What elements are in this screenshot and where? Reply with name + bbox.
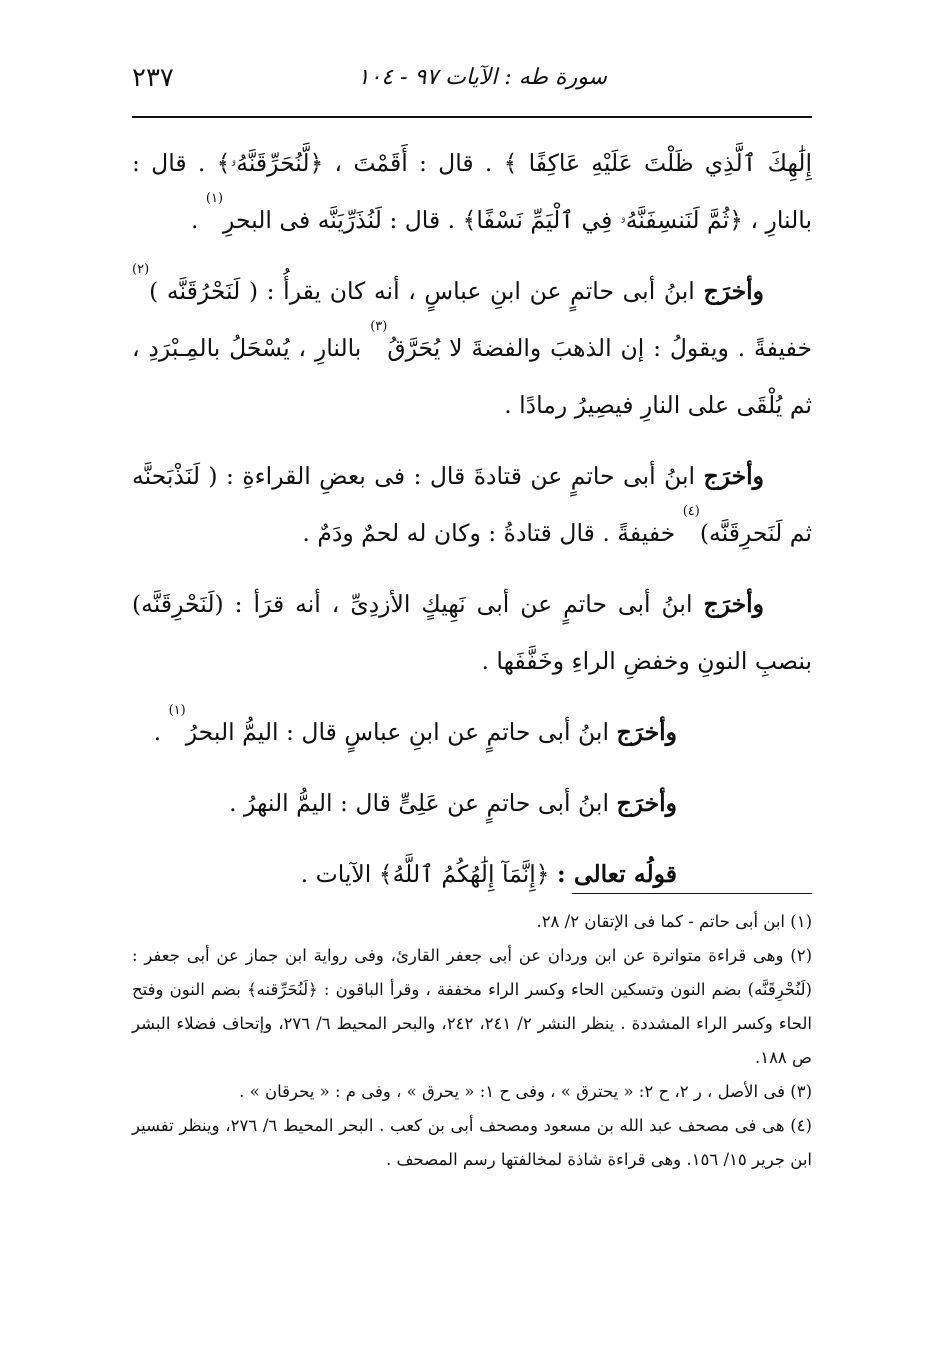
- footnote-ref: (١): [168, 703, 186, 718]
- paragraph-6: وأخرَج ابنُ أبى حاتمٍ عن عَلِىٍّ قال : اليمُّ النهرُ .: [229, 789, 677, 817]
- lead-word: وأخرَج: [703, 277, 764, 305]
- paragraph-3: وأخرَج ابنُ أبى حاتمٍ عن قتادةَ قال : فى بعضِ القراءةِ : ( لَنَذْبَحنَّه ثم لَنَحرِقَنَّه)$^{(٤)}$ خفيفةً . قال قتادةُ : وكان له لحمٌ ودَمٌ .: [132, 462, 812, 547]
- page-header: [132, 58, 812, 106]
- paragraph-5: وأخرَج ابنُ أبى حاتمٍ عن ابنِ عباسٍ قال : اليمُّ البحرُ$^{(١)}$ .: [153, 703, 677, 746]
- paragraph-4: وأخرَج ابنُ أبى حاتمٍ عن أبى نَهِيكٍ الأزدِىِّ ، أنه قرَأ : (لَنَحْرِقَنَّه) بنصبِ النونِ وخفضِ الراءِ وخَفَّفَها .: [132, 590, 812, 675]
- footnote-ref: (٢): [132, 262, 150, 277]
- lead-word: وأخرَج: [703, 462, 764, 490]
- paragraph-1: إِلَٰهِكَ ٱلَّذِي ظَلْتَ عَلَيْهِ عَاكِفًا ﴾ . قال : أَقَمْتَ ، ﴿لَّنُحَرِّقَنَّهُۥ﴾ . قال : بالنارِ ، ﴿ثُمَّ لَنَنسِفَنَّهُۥ فِي ٱلْيَمِّ نَسْفًا﴾ . قال : لَنُذَرِّيَنَّه فى البحرِ$^{(١)}$ .: [132, 149, 812, 234]
- footnote-1: (١) ابن أبى حاتم - كما فى الإتقان ٢/ ٢٨.: [536, 912, 812, 931]
- paragraph-7: قولُه تعالى : ﴿إِنَّمَآ إِلَٰهُكُمُ ٱللَّهُ﴾ الآيات .: [300, 860, 677, 888]
- footnote-3: (٣) فى الأصل ، ر ٢، ح ٢: « يحترق » ، وفى ح ١: « يحرق » ، وفى م : « يحرقان » .: [239, 1082, 812, 1101]
- page-number: ٢٣٧: [132, 63, 174, 93]
- header-rule: [132, 116, 812, 118]
- lead-word: قولُه تعالى :: [557, 860, 677, 888]
- footnote-ref: (١): [205, 191, 224, 206]
- footnotes: [132, 905, 812, 1177]
- footnote-2: (٢) وهى قراءة متواترة عن ابن وردان عن أبى جعفر القارئ، وفى رواية ابن جماز عن أبى جعفر : (لَنُحْرِقَنَّه) بضم النون وتسكين الحاء وكسر الراء مخففة ، وقرأ الباقون : ﴿لَنُحَرِّقنه﴾ بضم النون وفتح الحاء وكسر الراء المشددة . ينظر النشر ٢/ ٢٤١، ٢٤٢، والبحر المحيط ٦/ ٢٧٦، وإتحاف فضلاء البشر ص ١٨٨.: [132, 946, 812, 1067]
- lead-word: وأخرَج: [616, 789, 677, 817]
- footnote-4: (٤) هى فى مصحف عبد الله بن مسعود ومصحف أبى بن كعب . البحر المحيط ٦/ ٢٧٦، وينظر تفسير ابن جرير ١٥/ ١٥٦. وهى قراءة شاذة لمخالفتها رسم المصحف .: [132, 1116, 812, 1169]
- main-text: [132, 135, 812, 917]
- paragraph-2: وأخرَج ابنُ أبى حاتمٍ عن ابنِ عباسٍ ، أنه كان يقرأُ : ( لَنَحْرُقَنَّه )$^{(٢)}$ خفيفةً . ويقولُ : إن الذهبَ والفضةَ لا يُحَرَّقُ$^{(٣)}$ بالنارِ ، يُسْحَلُ بالمِـبْرَدِ ، ثم يُلْقَى على النارِ فيصِيرُ رمادًا .: [132, 262, 812, 419]
- lead-word: وأخرَج: [703, 590, 764, 618]
- footnote-rule: [572, 893, 812, 894]
- lead-word: وأخرَج: [616, 718, 677, 746]
- running-title: سورة طه : الآيات ٩٧ - ١٠٤: [357, 65, 607, 90]
- footnote-ref: (٤): [682, 504, 700, 519]
- footnote-ref: (٣): [370, 319, 388, 334]
